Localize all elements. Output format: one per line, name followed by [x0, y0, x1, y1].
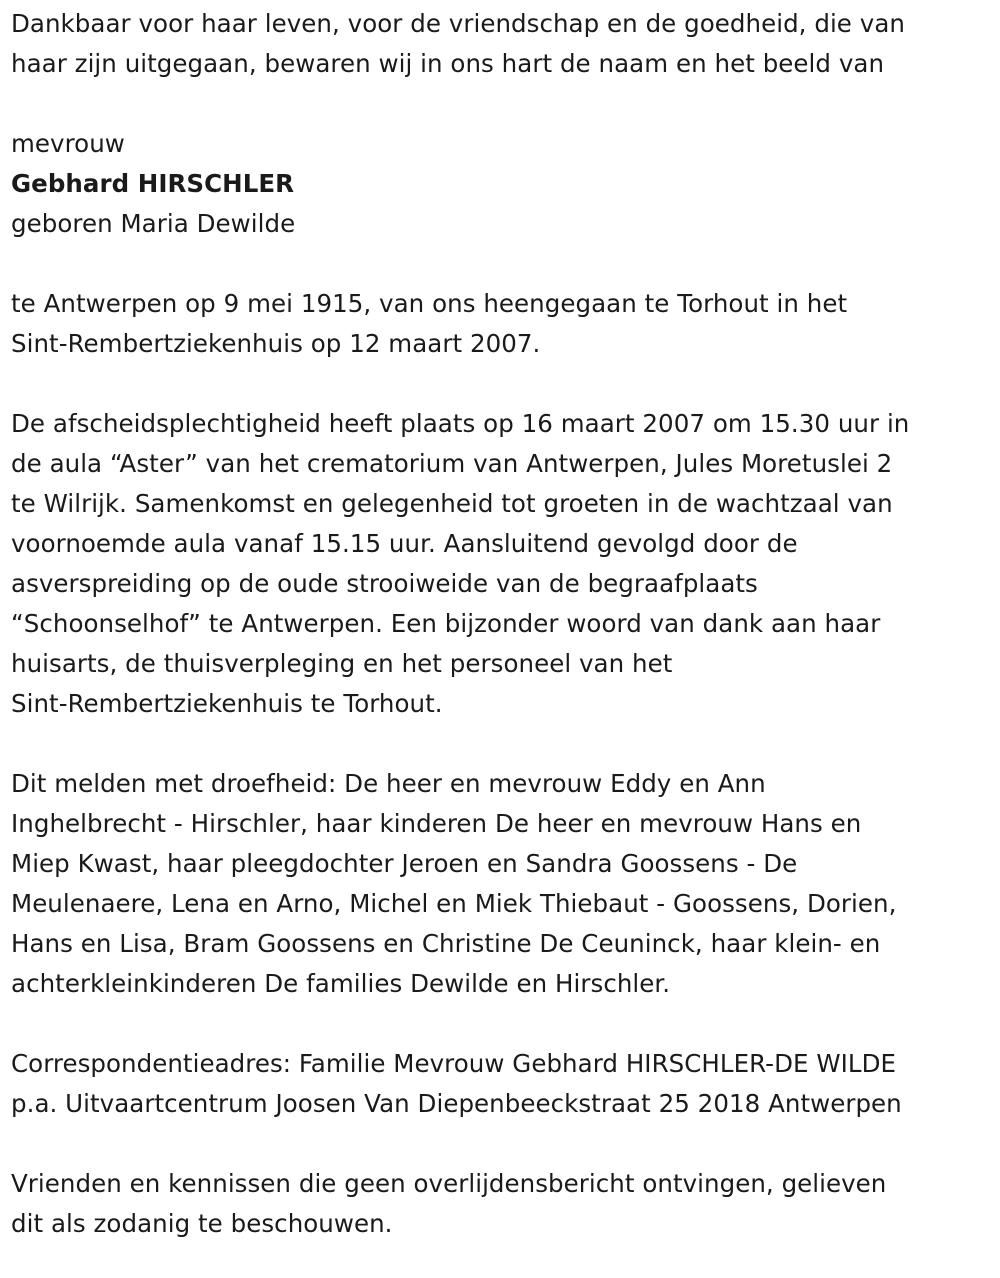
text-line: Sint-Rembertziekenhuis te Torhout.: [11, 689, 443, 718]
text-line: Correspondentieadres: Familie Mevrouw Gebhard HIRSCHLER-DE WILDE: [11, 1049, 897, 1078]
text-line: huisarts, de thuisverpleging en het personeel van het: [11, 649, 673, 678]
paragraph-gap: [11, 244, 993, 284]
text-line: De afscheidsplechtigheid heeft plaats op 16 maart 2007 om 15.30 uur in: [11, 409, 910, 438]
correspondence-paragraph: [11, 1044, 993, 1124]
text-line: voornoemde aula vanaf 15.15 uur. Aansluitend gevolgd door de: [11, 529, 798, 558]
text-line: Sint-Rembertziekenhuis op 12 maart 2007.: [11, 329, 541, 358]
text-line: Vrienden en kennissen die geen overlijdensbericht ontvingen, gelieven: [11, 1169, 887, 1198]
paragraph-gap: [11, 1124, 993, 1164]
obituary-text: [11, 4, 993, 1244]
text-line: dit als zodanig te beschouwen.: [11, 1209, 393, 1238]
text-line: Inghelbrecht - Hirschler, haar kinderen De heer en mevrouw Hans en: [11, 809, 862, 838]
salutation: mevrouw: [11, 129, 125, 158]
text-line: te Wilrijk. Samenkomst en gelegenheid tot groeten in de wachtzaal van: [11, 489, 893, 518]
intro-paragraph: [11, 4, 993, 84]
text-line: Dankbaar voor haar leven, voor de vriendschap en de goedheid, die van: [11, 9, 905, 38]
birth-death-paragraph: [11, 284, 993, 364]
text-line: te Antwerpen op 9 mei 1915, van ons heengegaan te Torhout in het: [11, 289, 848, 318]
text-line: achterkleinkinderen De families Dewilde en Hirschler.: [11, 969, 671, 998]
family-paragraph: [11, 764, 993, 1004]
text-line: p.a. Uitvaartcentrum Joosen Van Diepenbeeckstraat 25 2018 Antwerpen: [11, 1089, 902, 1118]
paragraph-gap: [11, 364, 993, 404]
text-line: haar zijn uitgegaan, bewaren wij in ons hart de naam en het beeld van: [11, 49, 885, 78]
paragraph-gap: [11, 84, 993, 124]
birth-name: geboren Maria Dewilde: [11, 209, 296, 238]
text-line: Dit melden met droefheid: De heer en mevrouw Eddy en Ann: [11, 769, 766, 798]
text-line: Miep Kwast, haar pleegdochter Jeroen en Sandra Goossens - De: [11, 849, 798, 878]
text-line: Meulenaere, Lena en Arno, Michel en Miek Thiebaut - Goossens, Dorien,: [11, 889, 897, 918]
ceremony-paragraph: [11, 404, 993, 724]
paragraph-gap: [11, 1004, 993, 1044]
text-line: “Schoonselhof” te Antwerpen. Een bijzonder woord van dank aan haar: [11, 609, 881, 638]
text-line: Hans en Lisa, Bram Goossens en Christine De Ceuninck, haar klein- en: [11, 929, 881, 958]
paragraph-gap: [11, 724, 993, 764]
text-line: de aula “Aster” van het crematorium van Antwerpen, Jules Moretuslei 2: [11, 449, 893, 478]
closing-paragraph: [11, 1164, 993, 1244]
deceased-name: Gebhard HIRSCHLER: [11, 169, 295, 198]
text-line: asverspreiding op de oude strooiweide van de begraafplaats: [11, 569, 758, 598]
